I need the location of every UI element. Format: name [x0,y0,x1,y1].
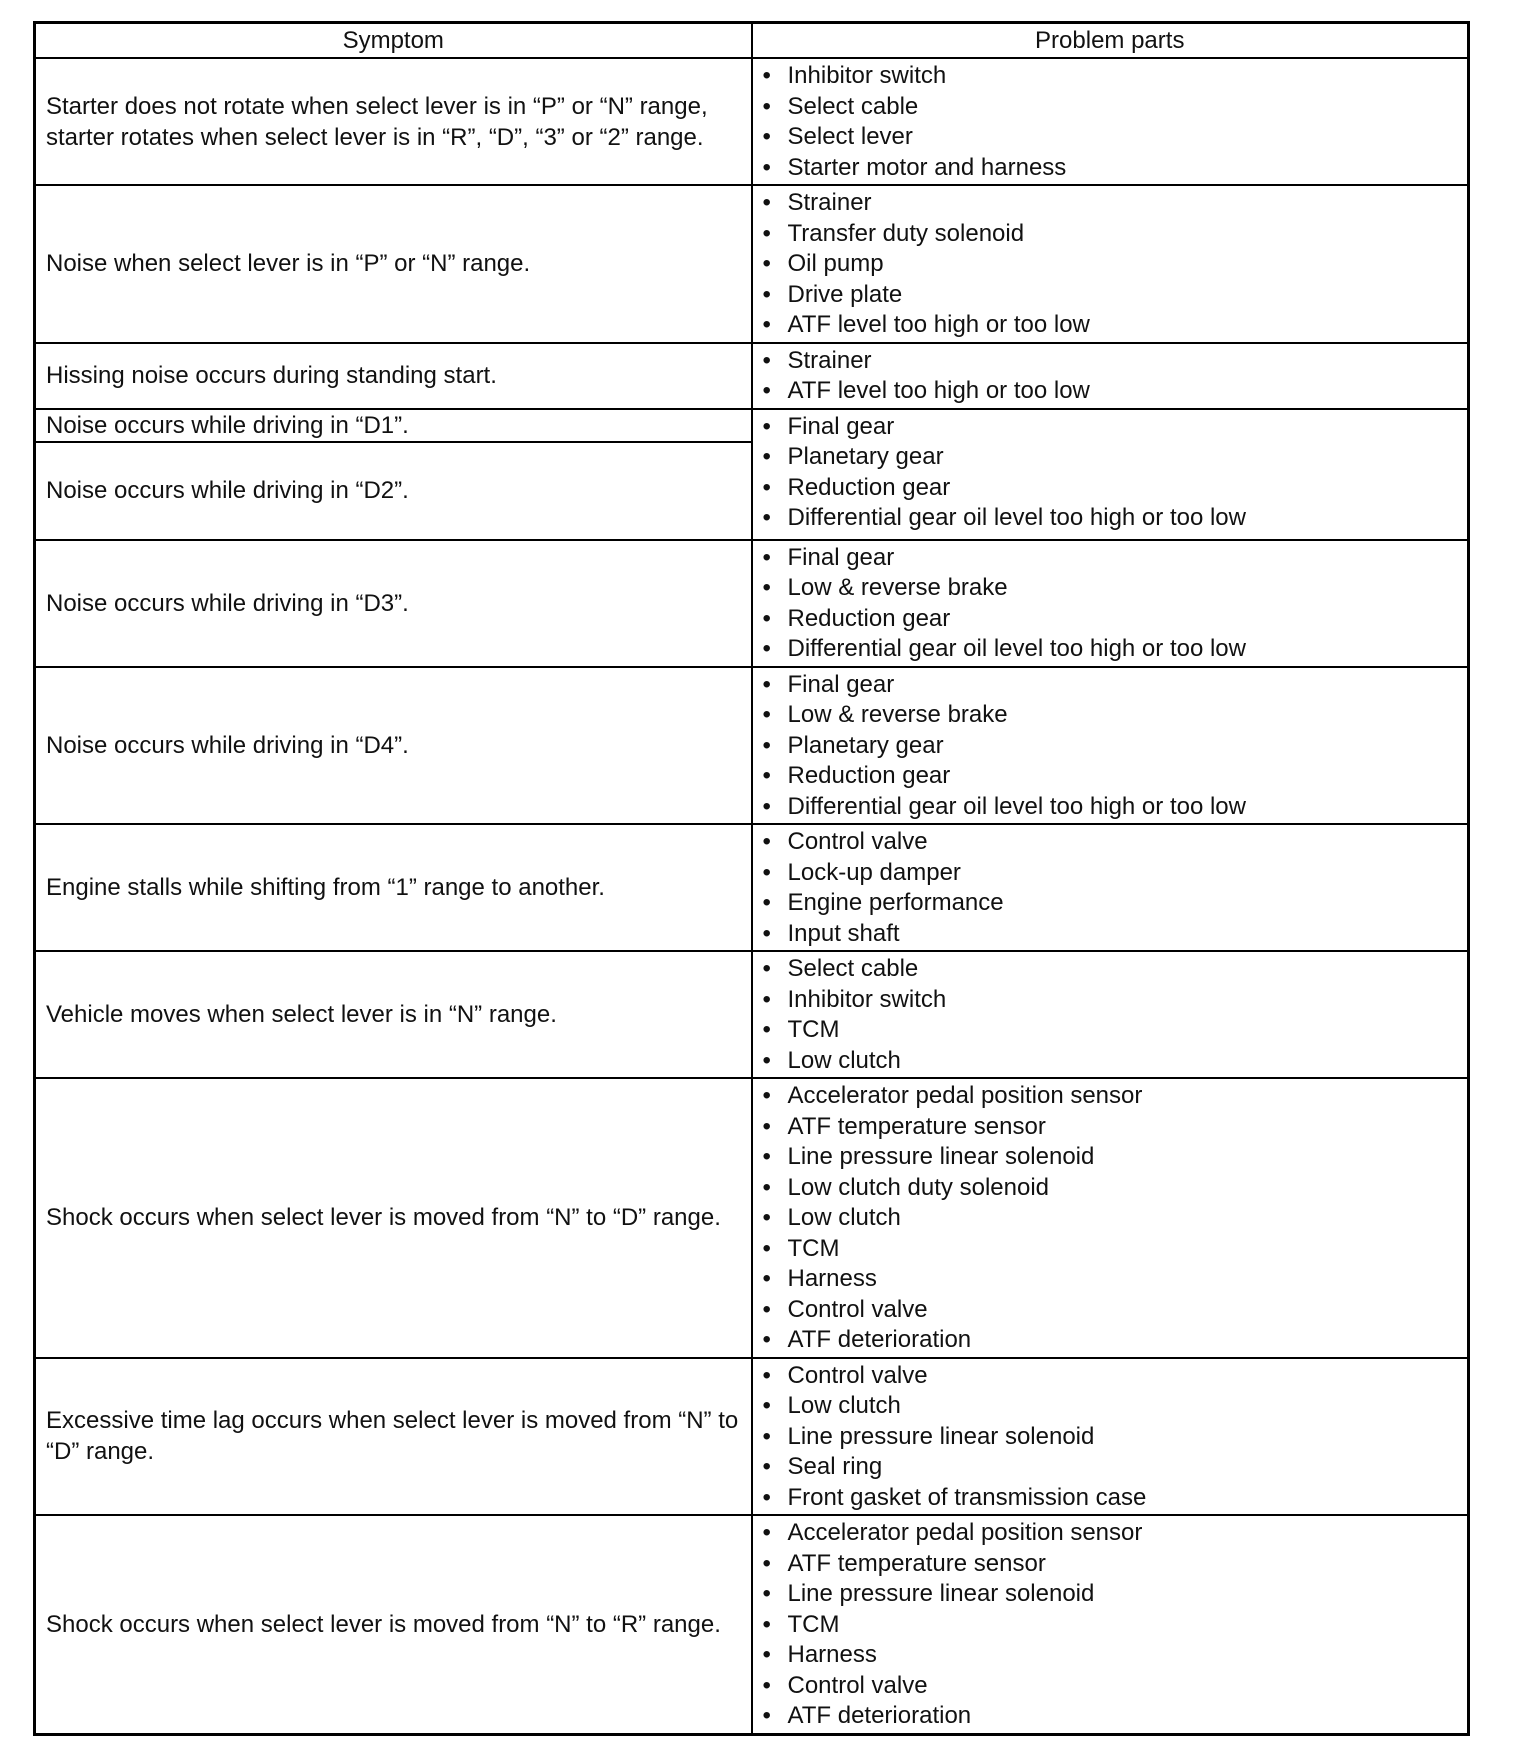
problem-part-item: • Inhibitor switch [753,985,1468,1016]
problem-part-item: • Planetary gear [753,442,1468,473]
troubleshooting-table [33,21,1470,1736]
problem-parts-list [753,1516,1468,1733]
problem-parts-list [753,825,1468,950]
problem-part-item: • ATF temperature sensor [753,1549,1468,1580]
problem-part-item: • Drive plate [753,280,1468,311]
problem-part-item: • Seal ring [753,1452,1468,1483]
problem-part-item: • TCM [753,1610,1468,1641]
problem-part-item: • ATF deterioration [753,1325,1468,1356]
problem-part-item: • Lock-up damper [753,858,1468,889]
problem-part-item: • Select cable [753,92,1468,123]
problem-part-item: • Front gasket of transmission case [753,1483,1468,1514]
problem-parts-cell [752,185,1469,343]
symptom-cell: Starter does not rotate when select lever is in “P” or “N” range, starter rotates when select lever is in “R”, “D”, “3” or “2” range. [35,58,752,185]
problem-part-item: • ATF level too high or too low [753,310,1468,341]
problem-part-item: • Input shaft [753,919,1468,950]
problem-part-item: • Harness [753,1264,1468,1295]
problem-part-item: • Control valve [753,1361,1468,1392]
problem-parts-list [753,541,1468,666]
problem-parts-cell [752,1358,1469,1516]
table-row [35,540,1469,667]
symptom-cell: Noise occurs while driving in “D3”. [35,540,752,667]
problem-parts-list [753,1359,1468,1515]
problem-part-item: • Harness [753,1640,1468,1671]
problem-part-item: • ATF level too high or too low [753,376,1468,407]
header-row [35,23,1469,59]
problem-part-item: • Final gear [753,670,1468,701]
problem-parts-header: Problem parts [752,23,1469,59]
problem-part-item: • Inhibitor switch [753,61,1468,92]
problem-part-item: • Low & reverse brake [753,700,1468,731]
problem-part-item: • Low & reverse brake [753,573,1468,604]
problem-parts-list [753,59,1468,184]
symptom-cell: Noise occurs while driving in “D1”. [35,409,752,442]
problem-part-item: • Control valve [753,1671,1468,1702]
problem-part-item: • Control valve [753,827,1468,858]
symptom-cell: Noise when select lever is in “P” or “N” range. [35,185,752,343]
symptom-cell: Noise occurs while driving in “D2”. [35,442,752,540]
problem-part-item: • Differential gear oil level too high or too low [753,634,1468,665]
problem-part-item: • Low clutch [753,1203,1468,1234]
problem-part-item: • Oil pump [753,249,1468,280]
table-row [35,409,1469,442]
table-body [35,58,1469,1734]
problem-part-item: • Line pressure linear solenoid [753,1422,1468,1453]
problem-part-item: • ATF temperature sensor [753,1112,1468,1143]
problem-parts-cell [752,1078,1469,1358]
symptom-header: Symptom [35,23,752,59]
problem-parts-cell [752,951,1469,1078]
problem-parts-list [753,344,1468,408]
problem-parts-list [753,1079,1468,1357]
problem-part-item: • Final gear [753,412,1468,443]
symptom-cell: Shock occurs when select lever is moved from “N” to “R” range. [35,1515,752,1734]
problem-parts-cell [752,667,1469,825]
problem-part-item: • Starter motor and harness [753,153,1468,184]
problem-parts-cell [752,409,1469,540]
problem-part-item: • Accelerator pedal position sensor [753,1518,1468,1549]
problem-part-item: • Low clutch duty solenoid [753,1173,1468,1204]
problem-part-item: • Low clutch [753,1046,1468,1077]
table-row [35,1515,1469,1734]
symptom-cell: Noise occurs while driving in “D4”. [35,667,752,825]
symptom-cell: Excessive time lag occurs when select lever is moved from “N” to “D” range. [35,1358,752,1516]
problem-part-item: • ATF deterioration [753,1701,1468,1732]
problem-part-item: • TCM [753,1234,1468,1265]
problem-part-item: • Reduction gear [753,761,1468,792]
table-row [35,1358,1469,1516]
table-row [35,185,1469,343]
problem-parts-cell [752,58,1469,185]
table-row [35,824,1469,951]
problem-part-item: • Line pressure linear solenoid [753,1579,1468,1610]
problem-part-item: • Line pressure linear solenoid [753,1142,1468,1173]
problem-parts-cell [752,824,1469,951]
table-row [35,1078,1469,1358]
symptom-cell: Hissing noise occurs during standing start. [35,343,752,409]
problem-part-item: • Reduction gear [753,473,1468,504]
problem-part-item: • Accelerator pedal position sensor [753,1081,1468,1112]
problem-part-item: • Select lever [753,122,1468,153]
table-row [35,951,1469,1078]
problem-parts-list [753,952,1468,1077]
problem-part-item: • Planetary gear [753,731,1468,762]
problem-part-item: • Final gear [753,543,1468,574]
table-row [35,667,1469,825]
symptom-cell: Engine stalls while shifting from “1” range to another. [35,824,752,951]
problem-part-item: • Differential gear oil level too high or too low [753,792,1468,823]
problem-parts-list [753,410,1468,535]
table-row [35,343,1469,409]
problem-part-item: • Low clutch [753,1391,1468,1422]
problem-part-item: • Strainer [753,346,1468,377]
problem-part-item: • Differential gear oil level too high or too low [753,503,1468,534]
problem-parts-list [753,186,1468,342]
problem-part-item: • Transfer duty solenoid [753,219,1468,250]
symptom-cell: Vehicle moves when select lever is in “N” range. [35,951,752,1078]
symptom-cell: Shock occurs when select lever is moved from “N” to “D” range. [35,1078,752,1358]
problem-parts-cell [752,343,1469,409]
problem-part-item: • Engine performance [753,888,1468,919]
table-row [35,58,1469,185]
problem-parts-cell [752,1515,1469,1734]
problem-parts-list [753,668,1468,824]
problem-part-item: • Control valve [753,1295,1468,1326]
problem-part-item: • Select cable [753,954,1468,985]
problem-part-item: • Reduction gear [753,604,1468,635]
problem-part-item: • TCM [753,1015,1468,1046]
problem-part-item: • Strainer [753,188,1468,219]
problem-parts-cell [752,540,1469,667]
